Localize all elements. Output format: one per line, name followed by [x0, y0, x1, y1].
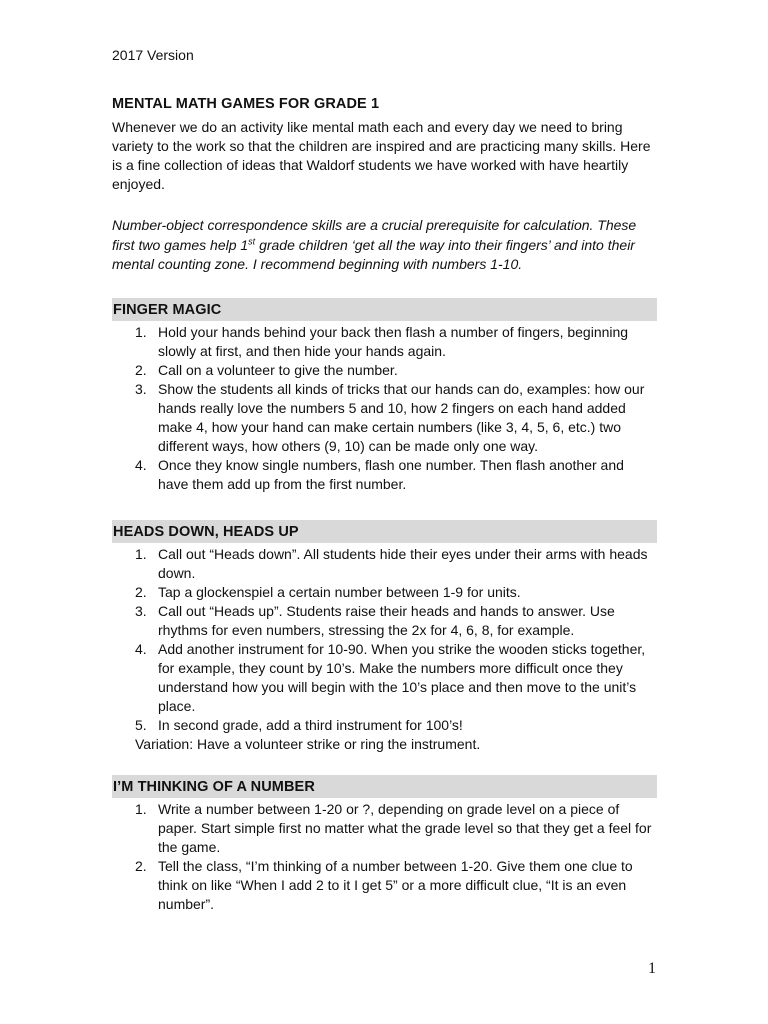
list-item-text: Show the students all kinds of tricks that our hands can do, examples: how our hands really love the numbers 5 and 10, how 2 fingers on each hand added make 4, how your hand can make certain numbers (like 3, 4, 5, 6, etc.) two different ways, how others (9, 10) can be made only one way.	[158, 381, 645, 454]
list-item-text: Once they know single numbers, flash one number. Then flash another and have them add up from the first number.	[158, 457, 624, 492]
list-item-text: Tell the class, “I’m thinking of a number between 1-20. Give them one clue to think on like “When I add 2 to it I get 5” or a more difficult clue, “It is an even number”.	[158, 858, 633, 912]
list-item-text: Call on a volunteer to give the number.	[158, 362, 398, 378]
list-number: 2.	[135, 362, 147, 378]
list-item	[112, 361, 657, 380]
list-item	[112, 857, 657, 914]
section-heads-down-heads-up	[112, 520, 657, 754]
document-title: MENTAL MATH GAMES FOR GRADE 1	[112, 96, 380, 112]
list-number: 3.	[135, 603, 147, 619]
page-number: 1	[648, 960, 656, 977]
list-item-text: Call out “Heads down”. All students hide their eyes under their arms with heads down.	[158, 546, 648, 581]
list-number: 2.	[135, 858, 147, 874]
list-item	[112, 583, 657, 602]
section-heading: FINGER MAGIC	[112, 298, 657, 321]
list-item-text: Write a number between 1-20 or ?, depending on grade level on a piece of paper. Start simple first no matter what the grade level so that they get a feel for the game.	[158, 801, 652, 855]
section-heading: I’M THINKING OF A NUMBER	[112, 775, 657, 798]
note-text-part2: grade children ‘get all the way into their fingers’ and into their mental counting zone. I recommend beginning with numbers 1-10.	[112, 236, 635, 272]
list-item	[112, 800, 657, 857]
intro-paragraph: Whenever we do an activity like mental math each and every day we need to bring variety to the work so that the children are inspired and are practicing many skills. Here is a fine collection of ideas that Waldorf students we have worked with have heartily enjoyed.	[112, 119, 651, 192]
list-number: 3.	[135, 381, 147, 397]
note-superscript: st	[248, 235, 256, 246]
list-number: 5.	[135, 717, 147, 733]
list-number: 4.	[135, 457, 147, 473]
list-number: 1.	[135, 546, 147, 562]
version-label: 2017 Version	[112, 47, 194, 63]
section-thinking-of-a-number	[112, 775, 657, 914]
section-finger-magic	[112, 298, 657, 494]
variation-note: Variation: Have a volunteer strike or ring the instrument.	[135, 736, 481, 752]
list-item-text: Call out “Heads up”. Students raise their heads and hands to answer. Use rhythms for even numbers, stressing the 2x for 4, 6, 8, for example.	[158, 603, 615, 638]
note-paragraph	[112, 216, 652, 275]
list-item-text: Tap a glockenspiel a certain number between 1-9 for units.	[158, 584, 521, 600]
list-item-text: Add another instrument for 10-90. When you strike the wooden sticks together, for example, they count by 10’s. Make the numbers more difficult once they understand how you will begin with the 10’s place and then move to the unit’s place.	[158, 641, 646, 714]
list-number: 1.	[135, 324, 147, 340]
list-number: 1.	[135, 801, 147, 817]
list-item	[112, 380, 657, 456]
list-item	[112, 456, 657, 494]
numbered-list	[112, 323, 657, 494]
numbered-list	[112, 545, 657, 735]
list-item	[112, 545, 657, 583]
list-number: 4.	[135, 641, 147, 657]
note-text-part1: Number-object correspondence skills are a crucial prerequisite for calculation. These first two games help 1	[112, 217, 637, 253]
list-item-text: Hold your hands behind your back then flash a number of fingers, beginning slowly at first, and then hide your hands again.	[158, 324, 629, 359]
list-number: 2.	[135, 584, 147, 600]
list-item	[112, 323, 657, 361]
section-heading: HEADS DOWN, HEADS UP	[112, 520, 657, 543]
list-item-text: In second grade, add a third instrument for 100’s!	[158, 717, 463, 733]
list-item	[112, 640, 657, 716]
numbered-list	[112, 800, 657, 914]
list-item	[112, 716, 657, 735]
list-item	[112, 602, 657, 640]
